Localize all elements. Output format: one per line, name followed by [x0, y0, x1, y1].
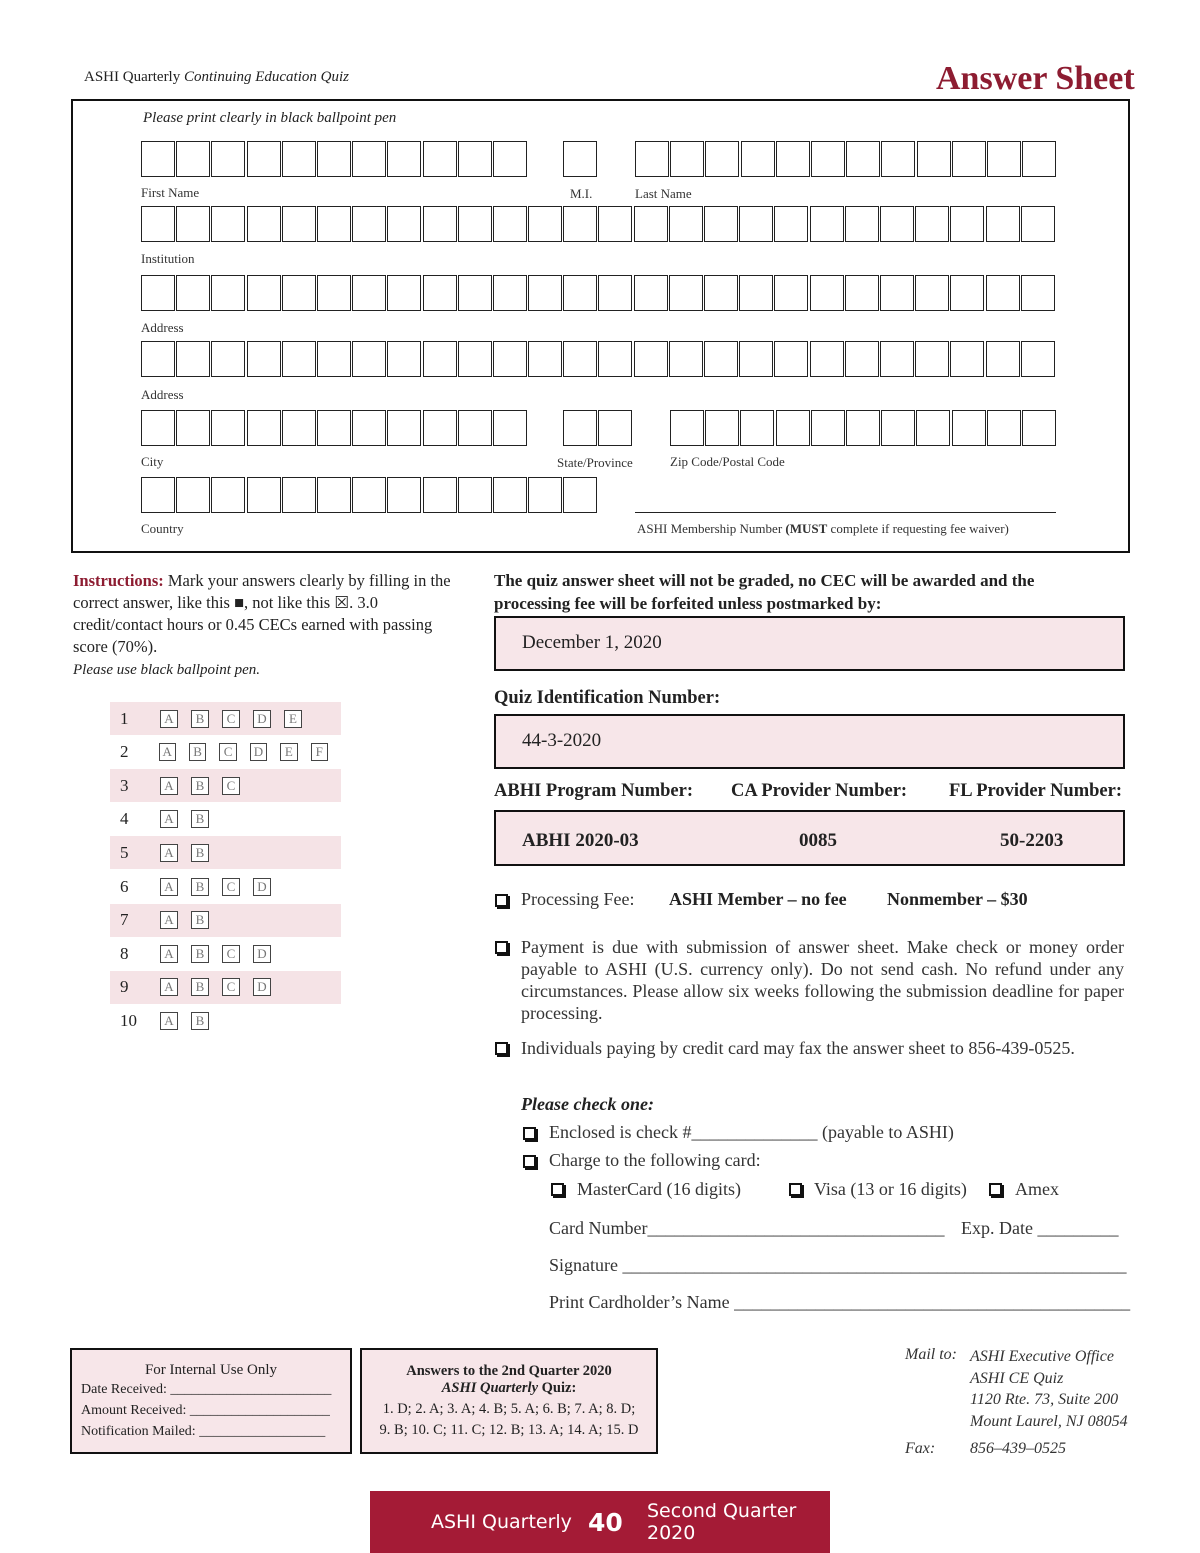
letter-cell[interactable] — [598, 206, 632, 242]
letter-cell[interactable] — [635, 141, 669, 177]
last-name-label: Last Name — [635, 186, 692, 201]
letter-cell[interactable] — [528, 275, 562, 311]
exp-date-field[interactable]: Exp. Date _________ — [961, 1218, 1119, 1238]
mail-line3: 1120 Rte. 73, Suite 200 — [970, 1391, 1119, 1408]
check-one-heading: Please check one: — [521, 1094, 654, 1114]
answer-option[interactable]: A — [160, 1012, 178, 1030]
mail-line4: Mount Laurel, NJ 08054 — [970, 1412, 1128, 1430]
letter-cell[interactable] — [141, 341, 175, 377]
answer-row — [110, 937, 341, 970]
letter-cell[interactable] — [1021, 341, 1055, 377]
answer-row — [110, 803, 341, 836]
letter-cell[interactable] — [952, 141, 986, 177]
footer-publication: ASHI Quarterly — [431, 1511, 572, 1533]
prev-answers-title: Answers to the 2nd Quarter 2020 — [406, 1363, 612, 1379]
nonmember-fee: Nonmember – $30 — [887, 889, 1028, 909]
answer-option[interactable]: A — [160, 777, 178, 795]
checkbox-icon[interactable] — [989, 1183, 1002, 1196]
answer-option[interactable]: B — [191, 844, 209, 862]
quiz-id-box — [494, 714, 1125, 769]
letter-cell[interactable] — [247, 275, 281, 311]
deadline-date: December 1, 2020 — [522, 632, 662, 653]
letter-cell[interactable] — [141, 206, 175, 242]
letter-cell[interactable] — [739, 341, 773, 377]
prev-answers-line2: 9. B; 10. C; 11. C; 12. B; 13. A; 14. A; 15. D — [379, 1422, 639, 1438]
answer-option[interactable]: A — [160, 978, 178, 996]
answer-option[interactable]: D — [253, 710, 271, 728]
checkbox-icon[interactable] — [789, 1183, 802, 1196]
answer-row — [110, 904, 341, 937]
letter-cell[interactable] — [774, 275, 808, 311]
answer-option[interactable]: C — [222, 945, 240, 963]
amex-option: Amex — [1015, 1179, 1059, 1199]
answer-row — [110, 836, 341, 869]
letter-cell[interactable] — [211, 206, 245, 242]
letter-cell[interactable] — [810, 341, 844, 377]
answer-option[interactable]: D — [253, 978, 271, 996]
visa-option: Visa (13 or 16 digits) — [814, 1179, 967, 1199]
answer-option[interactable]: B — [191, 777, 209, 795]
fax-label: Fax: — [905, 1440, 936, 1457]
checkbox-icon[interactable] — [551, 1183, 564, 1196]
letter-cell[interactable] — [141, 275, 175, 311]
institution-label: Institution — [141, 251, 195, 266]
payment-note: Payment is due with submission of answer sheet. Make check or money order payable to ASHI (U.S. currency only). Do not send cash. No refund under any circumstances. Please allow six weeks following the submission deadline for paper processing. — [521, 937, 1124, 1023]
letter-cell[interactable] — [917, 141, 951, 177]
letter-cell[interactable] — [493, 275, 527, 311]
answer-option[interactable]: B — [191, 810, 209, 828]
answer-option[interactable]: C — [219, 743, 236, 761]
letter-cell[interactable] — [670, 141, 704, 177]
letter-cell[interactable] — [493, 141, 527, 177]
answer-option[interactable]: F — [311, 743, 328, 761]
letter-cell[interactable] — [563, 477, 597, 513]
letter-cell[interactable] — [880, 206, 914, 242]
letter-cell[interactable] — [704, 206, 738, 242]
zip-cells[interactable] — [670, 410, 1057, 446]
signature-field[interactable]: Signature ________________________________________________________ — [549, 1255, 1127, 1275]
answer-row — [110, 702, 341, 735]
letter-cell[interactable] — [634, 341, 668, 377]
letter-cell[interactable] — [845, 341, 879, 377]
letter-cell[interactable] — [211, 410, 245, 446]
question-number: 5 — [120, 842, 129, 862]
letter-cell[interactable] — [704, 341, 738, 377]
letter-cell[interactable] — [493, 477, 527, 513]
enclosed-check-option: Enclosed is check #______________ (payable to ASHI) — [549, 1122, 954, 1142]
letter-cell[interactable] — [282, 410, 316, 446]
letter-cell[interactable] — [458, 410, 492, 446]
fax-note: Individuals paying by credit card may fax the answer sheet to 856-439-0525. — [521, 1038, 1075, 1058]
deadline-warning: The quiz answer sheet will not be graded, no CEC will be awarded and the processing fee will be forfeited unless postmarked by: — [494, 571, 1035, 613]
card-number-field[interactable]: Card Number_________________________________ — [549, 1218, 945, 1238]
letter-cell[interactable] — [141, 477, 175, 513]
answer-option[interactable]: C — [222, 710, 240, 728]
letter-cell[interactable] — [528, 341, 562, 377]
letter-cell[interactable] — [423, 477, 457, 513]
answer-option[interactable]: B — [191, 710, 209, 728]
letter-cell[interactable] — [846, 410, 880, 446]
letter-cell[interactable] — [810, 206, 844, 242]
question-number: 1 — [120, 708, 129, 728]
page-footer — [370, 1491, 830, 1553]
letter-cell[interactable] — [915, 206, 949, 242]
letter-cell[interactable] — [176, 477, 210, 513]
cardholder-name-field[interactable]: Print Cardholder’s Name ____________________________________________ — [549, 1292, 1131, 1312]
letter-cell[interactable] — [423, 341, 457, 377]
checkbox-icon[interactable] — [495, 1042, 508, 1055]
letter-cell[interactable] — [776, 141, 810, 177]
letter-cell[interactable] — [1022, 141, 1056, 177]
letter-cell[interactable] — [387, 410, 421, 446]
letter-cell[interactable] — [741, 141, 775, 177]
institution-cells[interactable] — [141, 206, 1056, 242]
provider-numbers-box — [494, 810, 1125, 866]
mi-label: M.I. — [570, 186, 593, 201]
letter-cell[interactable] — [247, 141, 281, 177]
print-note: Please print clearly in black ballpoint pen — [143, 110, 397, 126]
charge-card-option: Charge to the following card: — [549, 1150, 761, 1170]
answer-row — [110, 1004, 341, 1037]
answer-option[interactable]: A — [160, 878, 178, 896]
address1-cells[interactable] — [141, 275, 1056, 311]
letter-cell[interactable] — [141, 410, 175, 446]
answer-option[interactable]: A — [160, 810, 178, 828]
question-number: 10 — [120, 1010, 137, 1030]
letter-cell[interactable] — [811, 410, 845, 446]
internal-title: For Internal Use Only — [144, 1362, 278, 1378]
letter-cell[interactable] — [317, 141, 351, 177]
letter-cell[interactable] — [458, 275, 492, 311]
fl-value: 50-2203 — [1000, 830, 1064, 851]
address2-label: Address — [141, 387, 184, 402]
letter-cell[interactable] — [247, 206, 281, 242]
abhi-value: ABHI 2020-03 — [522, 830, 639, 851]
letter-cell[interactable] — [986, 275, 1020, 311]
letter-cell[interactable] — [352, 341, 386, 377]
answer-option[interactable]: B — [191, 1012, 209, 1030]
letter-cell[interactable] — [739, 206, 773, 242]
deadline-box — [494, 616, 1125, 671]
answer-option[interactable]: B — [191, 878, 209, 896]
answer-option[interactable]: E — [284, 710, 302, 728]
letter-cell[interactable] — [317, 206, 351, 242]
letter-cell[interactable] — [176, 410, 210, 446]
letter-cell[interactable] — [1022, 410, 1056, 446]
letter-cell[interactable] — [739, 275, 773, 311]
member-fee: ASHI Member – no fee — [669, 889, 847, 909]
amount-received: Amount Received: ____________________ — [81, 1403, 330, 1418]
letter-cell[interactable] — [915, 341, 949, 377]
letter-cell[interactable] — [352, 275, 386, 311]
zip-label: Zip Code/Postal Code — [670, 454, 785, 469]
notification-mailed: Notification Mailed: __________________ — [81, 1424, 326, 1439]
address2-cells[interactable] — [141, 341, 1056, 377]
letter-cell[interactable] — [387, 477, 421, 513]
letter-cell[interactable] — [598, 275, 632, 311]
letter-cell[interactable] — [634, 206, 668, 242]
answer-option[interactable]: B — [191, 945, 209, 963]
letter-cell[interactable] — [987, 410, 1021, 446]
letter-cell[interactable] — [528, 206, 562, 242]
letter-cell[interactable] — [458, 206, 492, 242]
letter-cell[interactable] — [774, 341, 808, 377]
letter-cell[interactable] — [423, 206, 457, 242]
letter-cell[interactable] — [950, 341, 984, 377]
letter-cell[interactable] — [282, 341, 316, 377]
letter-cell[interactable] — [387, 206, 421, 242]
letter-cell[interactable] — [669, 275, 703, 311]
letter-cell[interactable] — [952, 410, 986, 446]
processing-fee-label: Processing Fee: — [521, 889, 635, 909]
mail-line2: ASHI CE Quiz — [970, 1369, 1064, 1387]
page-number: 40 — [588, 1507, 623, 1537]
letter-cell[interactable] — [352, 141, 386, 177]
country-label: Country — [141, 521, 184, 536]
letter-cell[interactable] — [211, 477, 245, 513]
mail-line1: ASHI Executive Office — [970, 1348, 1114, 1365]
letter-cell[interactable] — [915, 275, 949, 311]
letter-cell[interactable] — [493, 410, 527, 446]
letter-cell[interactable] — [670, 410, 704, 446]
answer-row — [110, 870, 341, 903]
letter-cell[interactable] — [705, 410, 739, 446]
letter-cell[interactable] — [705, 141, 739, 177]
answer-row — [110, 769, 341, 802]
letter-cell[interactable] — [986, 206, 1020, 242]
answer-option[interactable]: C — [222, 978, 240, 996]
letter-cell[interactable] — [282, 141, 316, 177]
prev-answers-subtitle: ASHI Quarterly Quiz: — [441, 1380, 577, 1396]
letter-cell[interactable] — [423, 275, 457, 311]
letter-cell[interactable] — [563, 206, 597, 242]
letter-cell[interactable] — [176, 275, 210, 311]
answer-row — [110, 736, 341, 769]
checkbox-icon[interactable] — [523, 1155, 536, 1168]
letter-cell[interactable] — [811, 141, 845, 177]
letter-cell[interactable] — [423, 410, 457, 446]
quiz-id-label: Quiz Identification Number: — [494, 688, 721, 708]
letter-cell[interactable] — [774, 206, 808, 242]
letter-cell[interactable] — [669, 341, 703, 377]
letter-cell[interactable] — [493, 206, 527, 242]
city-label: City — [141, 454, 164, 469]
letter-cell[interactable] — [176, 141, 210, 177]
question-number: 9 — [120, 977, 129, 997]
letter-cell[interactable] — [141, 141, 175, 177]
letter-cell[interactable] — [846, 141, 880, 177]
letter-cell[interactable] — [669, 206, 703, 242]
letter-cell[interactable] — [740, 410, 774, 446]
question-number: 7 — [120, 910, 129, 930]
answer-option[interactable]: C — [222, 777, 240, 795]
fax-number: 856–439–0525 — [970, 1440, 1066, 1457]
letter-cell[interactable] — [317, 341, 351, 377]
letter-cell[interactable] — [1021, 275, 1055, 311]
question-number: 4 — [120, 809, 129, 829]
letter-cell[interactable] — [880, 341, 914, 377]
answer-option[interactable]: C — [222, 878, 240, 896]
letter-cell[interactable] — [352, 206, 386, 242]
letter-cell[interactable] — [916, 410, 950, 446]
answer-row — [110, 971, 341, 1004]
letter-cell[interactable] — [176, 341, 210, 377]
ca-value: 0085 — [799, 830, 837, 851]
letter-cell[interactable] — [387, 275, 421, 311]
letter-cell[interactable] — [845, 206, 879, 242]
letter-cell[interactable] — [282, 477, 316, 513]
letter-cell[interactable] — [810, 275, 844, 311]
letter-cell[interactable] — [776, 410, 810, 446]
checkbox-icon[interactable] — [523, 1127, 536, 1140]
letter-cell[interactable] — [1021, 206, 1055, 242]
checkbox-icon[interactable] — [495, 941, 508, 954]
first-name-cells[interactable] — [141, 141, 528, 177]
letter-cell[interactable] — [317, 410, 351, 446]
prev-answers-line1: 1. D; 2. A; 3. A; 4. B; 5. A; 6. B; 7. A; 8. D; — [382, 1401, 636, 1417]
letter-cell[interactable] — [387, 141, 421, 177]
membership-number-line[interactable] — [635, 512, 1056, 513]
letter-cell[interactable] — [282, 206, 316, 242]
letter-cell[interactable] — [247, 341, 281, 377]
question-number: 2 — [120, 742, 129, 762]
letter-cell[interactable] — [493, 341, 527, 377]
letter-cell[interactable] — [881, 410, 915, 446]
letter-cell[interactable] — [211, 341, 245, 377]
internal-use-box — [70, 1348, 352, 1454]
answer-option[interactable]: B — [189, 743, 206, 761]
answer-option[interactable]: A — [159, 743, 176, 761]
abhi-label: ABHI Program Number: — [494, 781, 694, 801]
answer-option[interactable]: A — [160, 945, 178, 963]
letter-cell[interactable] — [247, 477, 281, 513]
first-name-label: First Name — [141, 185, 200, 200]
answer-option[interactable]: A — [160, 911, 178, 929]
country-cells[interactable] — [141, 477, 598, 513]
city-cells[interactable] — [141, 410, 528, 446]
answer-option[interactable]: D — [253, 945, 271, 963]
letter-cell[interactable] — [528, 477, 562, 513]
letter-cell[interactable] — [881, 141, 915, 177]
mastercard-option: MasterCard (16 digits) — [577, 1179, 741, 1199]
letter-cell[interactable] — [986, 341, 1020, 377]
last-name-cells[interactable] — [635, 141, 1057, 177]
question-number: 3 — [120, 775, 129, 795]
letter-cell[interactable] — [317, 477, 351, 513]
letter-cell[interactable] — [563, 141, 597, 177]
letter-cell[interactable] — [634, 275, 668, 311]
letter-cell[interactable] — [458, 477, 492, 513]
letter-cell[interactable] — [880, 275, 914, 311]
answer-option[interactable]: D — [253, 878, 271, 896]
answer-option[interactable]: A — [160, 844, 178, 862]
letter-cell[interactable] — [423, 141, 457, 177]
previous-answers-box — [360, 1348, 658, 1454]
fl-label: FL Provider Number: — [949, 781, 1122, 801]
question-number: 8 — [120, 943, 129, 963]
footer-issue: Second Quarter 2020 — [647, 1500, 797, 1544]
letter-cell[interactable] — [845, 275, 879, 311]
mail-address — [970, 1346, 1128, 1432]
state-label: State/Province — [557, 455, 633, 470]
question-number: 6 — [120, 876, 129, 896]
answer-option[interactable]: D — [250, 743, 267, 761]
letter-cell[interactable] — [352, 477, 386, 513]
letter-cell[interactable] — [598, 341, 632, 377]
letter-cell[interactable] — [247, 410, 281, 446]
letter-cell[interactable] — [458, 341, 492, 377]
answer-option[interactable]: E — [280, 743, 297, 761]
ca-label: CA Provider Number: — [731, 781, 908, 801]
letter-cell[interactable] — [387, 341, 421, 377]
letter-cell[interactable] — [211, 275, 245, 311]
instructions: Instructions: Mark your answers clearly by filling in the correct answer, like this ■, not like this ☒. 3.0 credit/contact hours or 0.45 CECs earned with passing score (70%). Please use black ballpoint pen. — [73, 571, 451, 678]
letter-cell[interactable] — [458, 141, 492, 177]
answer-option[interactable]: B — [191, 978, 209, 996]
mi-cells[interactable] — [563, 141, 598, 177]
letter-cell[interactable] — [211, 141, 245, 177]
address1-label: Address — [141, 320, 184, 335]
page-title: Answer Sheet — [936, 60, 1135, 97]
membership-label: ASHI Membership Number (MUST complete if requesting fee waiver) — [637, 521, 1009, 536]
letter-cell[interactable] — [317, 275, 351, 311]
letter-cell[interactable] — [282, 275, 316, 311]
quiz-id-value: 44-3-2020 — [522, 730, 602, 751]
header-publication: ASHI Quarterly Continuing Education Quiz — [84, 69, 349, 85]
letter-cell[interactable] — [987, 141, 1021, 177]
letter-cell[interactable] — [950, 275, 984, 311]
letter-cell[interactable] — [563, 410, 597, 446]
date-received: Date Received: _______________________ — [81, 1382, 332, 1397]
checkbox-icon[interactable] — [495, 894, 508, 907]
letter-cell[interactable] — [563, 341, 597, 377]
mail-label: Mail to: — [905, 1346, 957, 1363]
letter-cell[interactable] — [176, 206, 210, 242]
letter-cell[interactable] — [598, 410, 632, 446]
letter-cell[interactable] — [352, 410, 386, 446]
answer-option[interactable]: B — [191, 911, 209, 929]
answer-option[interactable]: A — [160, 710, 178, 728]
state-cells[interactable] — [563, 410, 633, 446]
letter-cell[interactable] — [950, 206, 984, 242]
letter-cell[interactable] — [704, 275, 738, 311]
letter-cell[interactable] — [563, 275, 597, 311]
